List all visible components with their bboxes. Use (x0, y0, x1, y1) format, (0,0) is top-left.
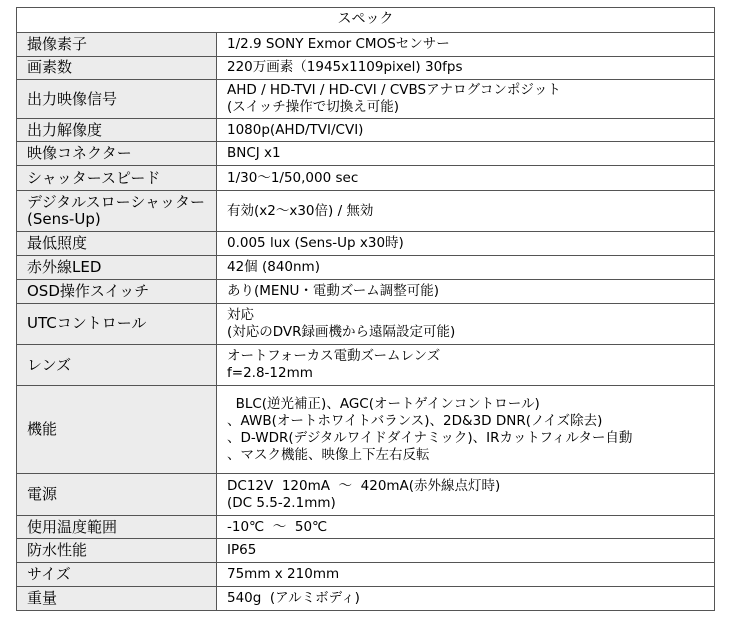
spec-value-line: 42個 (840nm) (227, 259, 320, 276)
spec-value-line: 1/2.9 SONY Exmor CMOSセンサー (227, 35, 450, 52)
spec-label-line: UTCコントロール (27, 314, 147, 333)
spec-row (17, 142, 715, 166)
spec-value-line: 、D-WDR(デジタルワイドダイナミック)、IRカットフィルター自動 (227, 429, 633, 446)
spec-row (17, 386, 715, 474)
spec-row (17, 256, 715, 280)
spec-label-line: 画素数 (27, 58, 73, 77)
spec-row (17, 563, 715, 587)
spec-value (217, 32, 715, 56)
spec-label (17, 515, 217, 539)
spec-label (17, 166, 217, 191)
spec-value (217, 232, 715, 256)
spec-row (17, 279, 715, 303)
spec-value-line: 220万画素（1945x1109pixel) 30fps (227, 59, 463, 76)
spec-label-line: 機能 (27, 420, 58, 439)
spec-value (217, 474, 715, 515)
spec-value (217, 80, 715, 118)
spec-body (17, 8, 715, 611)
spec-value (217, 166, 715, 191)
spec-value-line: AHD / HD-TVI / HD-CVI / CVBSアナログコンポジット (227, 82, 561, 98)
spec-value (217, 539, 715, 563)
spec-label (17, 80, 217, 118)
spec-label-line: シャッタースピード (27, 168, 161, 187)
spec-row (17, 345, 715, 386)
spec-label-line: OSD操作スイッチ (27, 281, 150, 300)
spec-value (217, 56, 715, 80)
spec-value (217, 303, 715, 344)
spec-label (17, 587, 217, 611)
spec-value-line: 対応 (227, 306, 254, 323)
spec-label (17, 142, 217, 166)
spec-row (17, 474, 715, 515)
spec-label-line: サイズ (27, 565, 71, 584)
spec-value (217, 515, 715, 539)
spec-value (217, 563, 715, 587)
spec-label (17, 191, 217, 232)
spec-value (217, 118, 715, 142)
spec-value-line: f=2.8-12mm (227, 365, 313, 382)
spec-value-line: 有効(x2〜x30倍) / 無効 (227, 202, 374, 219)
spec-label-line: 撮像素子 (27, 34, 88, 53)
spec-label-line: 映像コネクター (27, 144, 132, 163)
spec-value-line: 、マスク機能、映像上下左右反転 (227, 446, 430, 463)
spec-value (217, 142, 715, 166)
spec-label (17, 474, 217, 515)
spec-value (217, 345, 715, 386)
spec-label-line: 出力映像信号 (27, 89, 118, 108)
spec-label (17, 345, 217, 386)
spec-label (17, 563, 217, 587)
spec-value-line: (対応のDVR録画機から遠隔設定可能) (227, 323, 456, 340)
spec-label-line: 赤外線LED (27, 258, 102, 277)
spec-label (17, 32, 217, 56)
spec-row (17, 80, 715, 118)
spec-value-line: IP65 (227, 542, 257, 559)
spec-value (217, 191, 715, 232)
spec-value (217, 386, 715, 474)
spec-label (17, 232, 217, 256)
spec-value-line: BLC(逆光補正)、AGC(オートゲインコントロール) (227, 395, 540, 412)
spec-label-line: 重量 (27, 589, 58, 608)
spec-value-line: BNCJ x1 (227, 145, 281, 162)
title-row (17, 8, 715, 33)
spec-label-line: 使用温度範囲 (27, 517, 118, 536)
spec-value-line: 1/30〜1/50,000 sec (227, 169, 359, 186)
spec-value-line: 540g (アルミボディ) (227, 590, 360, 607)
spec-value-line: 0.005 lux (Sens-Up x30時) (227, 235, 404, 252)
spec-row (17, 56, 715, 80)
spec-value (217, 279, 715, 303)
spec-value-line: あり(MENU・電動ズーム調整可能) (227, 282, 440, 299)
spec-value (217, 587, 715, 611)
spec-row (17, 191, 715, 232)
spec-label-line: 最低照度 (27, 234, 88, 253)
spec-label (17, 118, 217, 142)
spec-row (17, 515, 715, 539)
spec-label (17, 386, 217, 474)
spec-value-line: オートフォーカス電動ズームレンズ (227, 348, 441, 365)
spec-label-line: レンズ (27, 355, 72, 374)
spec-label-line: 電源 (27, 485, 58, 504)
spec-label-line: 防水性能 (27, 541, 88, 560)
spec-value-line: 1080p(AHD/TVI/CVI) (227, 121, 364, 138)
spec-row (17, 166, 715, 191)
table-title: スペック (17, 8, 715, 33)
spec-row (17, 303, 715, 344)
spec-value-line: 75mm x 210mm (227, 566, 340, 583)
spec-row (17, 587, 715, 611)
spec-row (17, 32, 715, 56)
spec-value (217, 256, 715, 280)
spec-value-line: DC12V 120mA 〜 420mA(赤外線点灯時) (227, 477, 501, 494)
spec-label (17, 303, 217, 344)
spec-value-line: (DC 5.5-2.1mm) (227, 494, 336, 511)
spec-row (17, 232, 715, 256)
spec-table (16, 7, 715, 611)
spec-label (17, 279, 217, 303)
spec-label (17, 256, 217, 280)
spec-label-line: 出力解像度 (27, 120, 103, 139)
spec-value-line: 、AWB(オートホワイトバランス)、2D&3D DNR(ノイズ除去) (227, 412, 603, 429)
spec-label (17, 56, 217, 80)
spec-value-line: (スイッチ操作で切換え可能) (227, 99, 399, 115)
spec-row (17, 539, 715, 563)
spec-label-line: デジタルスローシャッター (27, 193, 206, 212)
spec-label (17, 539, 217, 563)
spec-row (17, 118, 715, 142)
spec-value-line: -10℃ 〜 50℃ (227, 518, 328, 535)
spec-label-line: (Sens-Up) (27, 210, 101, 229)
